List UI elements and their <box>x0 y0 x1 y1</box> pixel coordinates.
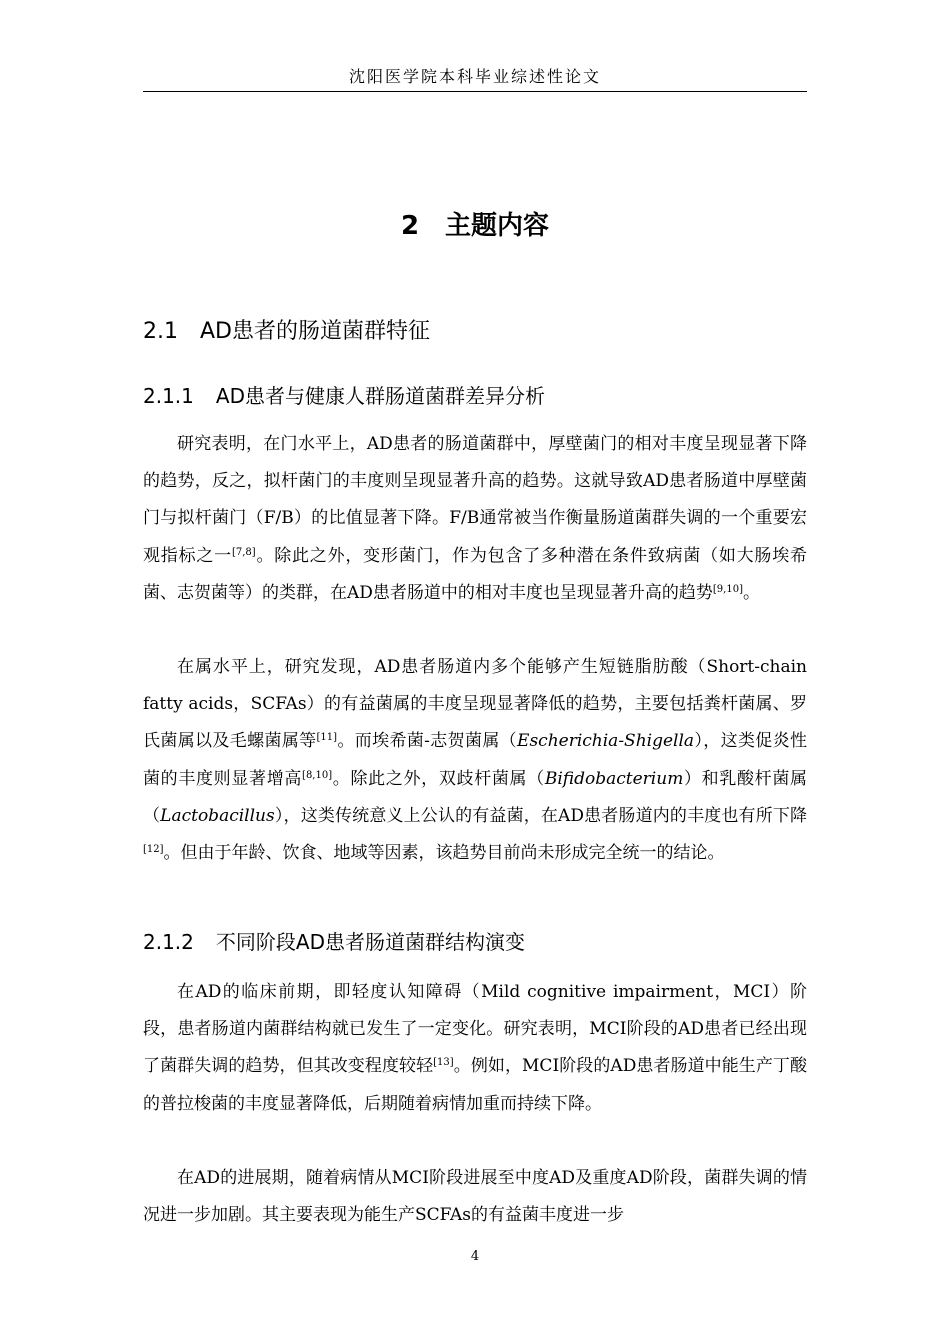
section-number: 2.1 <box>143 319 178 344</box>
paragraph-text: 研究表明，在门水平上，AD患者的肠道菌群中，厚壁菌门的相对丰度呈现显著下降的趋势，反之，拟杆菌门的丰度则呈现显著升高的趋势。这就导致AD患者肠道中厚壁菌门与拟杆菌门（F/B）的比值显著下降。F/B通常被当作衡量肠道菌群失调的一个重要宏观指标之一 <box>143 434 807 566</box>
paragraph-text: ），这类传统意义上公认的有益菌，在AD患者肠道内的丰度也有所下降 <box>274 805 808 826</box>
subsection-number: 2.1.2 <box>143 930 194 954</box>
citation: [7,8] <box>231 546 256 558</box>
paragraph-text: ），这类促炎性菌的丰度则显著增高 <box>143 731 808 789</box>
subsection-heading <box>143 926 525 958</box>
paragraph <box>143 974 807 1123</box>
taxon-name: Lactobacillus <box>160 805 275 826</box>
citation: [13] <box>433 1057 454 1069</box>
running-header: 沈阳医学院本科毕业综述性论文 <box>348 67 601 86</box>
paragraph-text: ）和乳酸杆菌属（ <box>143 768 808 826</box>
subsection-title: 不同阶段AD患者肠道菌群结构演变 <box>215 930 525 954</box>
subsection-heading <box>143 380 545 412</box>
section-title: AD患者的肠道菌群特征 <box>200 319 430 344</box>
citation: [9,10] <box>712 583 743 595</box>
header-rule <box>143 91 807 92</box>
paragraph <box>143 426 807 612</box>
page-number: 4 <box>470 1249 480 1264</box>
paragraph-text: 。例如，MCI阶段的AD患者肠道中能生产丁酸的普拉梭菌的丰度显著降低，后期随着病情加重而持续下降。 <box>143 1056 808 1114</box>
paragraph-text: 。除此之外，双歧杆菌属（ <box>332 768 545 789</box>
taxon-name: Bifidobacterium <box>544 768 684 789</box>
subsection-title: AD患者与健康人群肠道菌群差异分析 <box>215 384 545 408</box>
paragraph-text: 。除此之外，变形菌门，作为包含了多种潜在条件致病菌（如大肠埃希菌、志贺菌等）的类群，在AD患者肠道中的相对丰度也呈现显著升高的趋势 <box>143 545 808 603</box>
citation: [8,10] <box>302 769 333 781</box>
paragraph <box>143 1160 807 1234</box>
paragraph-text: 在属水平上，研究发现，AD患者肠道内多个能够产生短链脂肪酸（Short-chain fatty acids，SCFAs）的有益菌属的丰度呈现显著降低的趋势，主要包括粪杆菌属、罗氏菌属以及毛螺菌属等 <box>143 657 807 752</box>
chapter-number: 2 <box>400 211 420 241</box>
paragraph <box>143 649 807 872</box>
paragraph-text: 。 <box>742 582 760 603</box>
paragraph-text: 。而埃希菌-志贺菌属（ <box>337 731 518 752</box>
taxon-name: Escherichia-Shigella <box>517 731 695 752</box>
paragraph-text: 在AD的临床前期，即轻度认知障碍（Mild cognitive impairment，MCI）阶段，患者肠道内菌群结构就已发生了一定变化。研究表明，MCI阶段的AD患者已经出现了菌群失调的趋势，但其改变程度较轻 <box>143 982 807 1077</box>
section-heading <box>143 315 430 349</box>
subsection-number: 2.1.1 <box>143 384 194 408</box>
citation: [11] <box>316 732 338 744</box>
chapter-title-text: 主题内容 <box>445 211 550 241</box>
paragraph-text: 。但由于年龄、饮食、地域等因素，该趋势目前尚未形成完全统一的结论。 <box>163 843 725 864</box>
citation: [12] <box>143 844 164 856</box>
paragraph-text: 在AD的进展期，随着病情从MCI阶段进展至中度AD及重度AD阶段，菌群失调的情况进一步加剧。其主要表现为能生产SCFAs的有益菌丰度进一步 <box>143 1168 807 1226</box>
chapter-title <box>143 206 807 246</box>
